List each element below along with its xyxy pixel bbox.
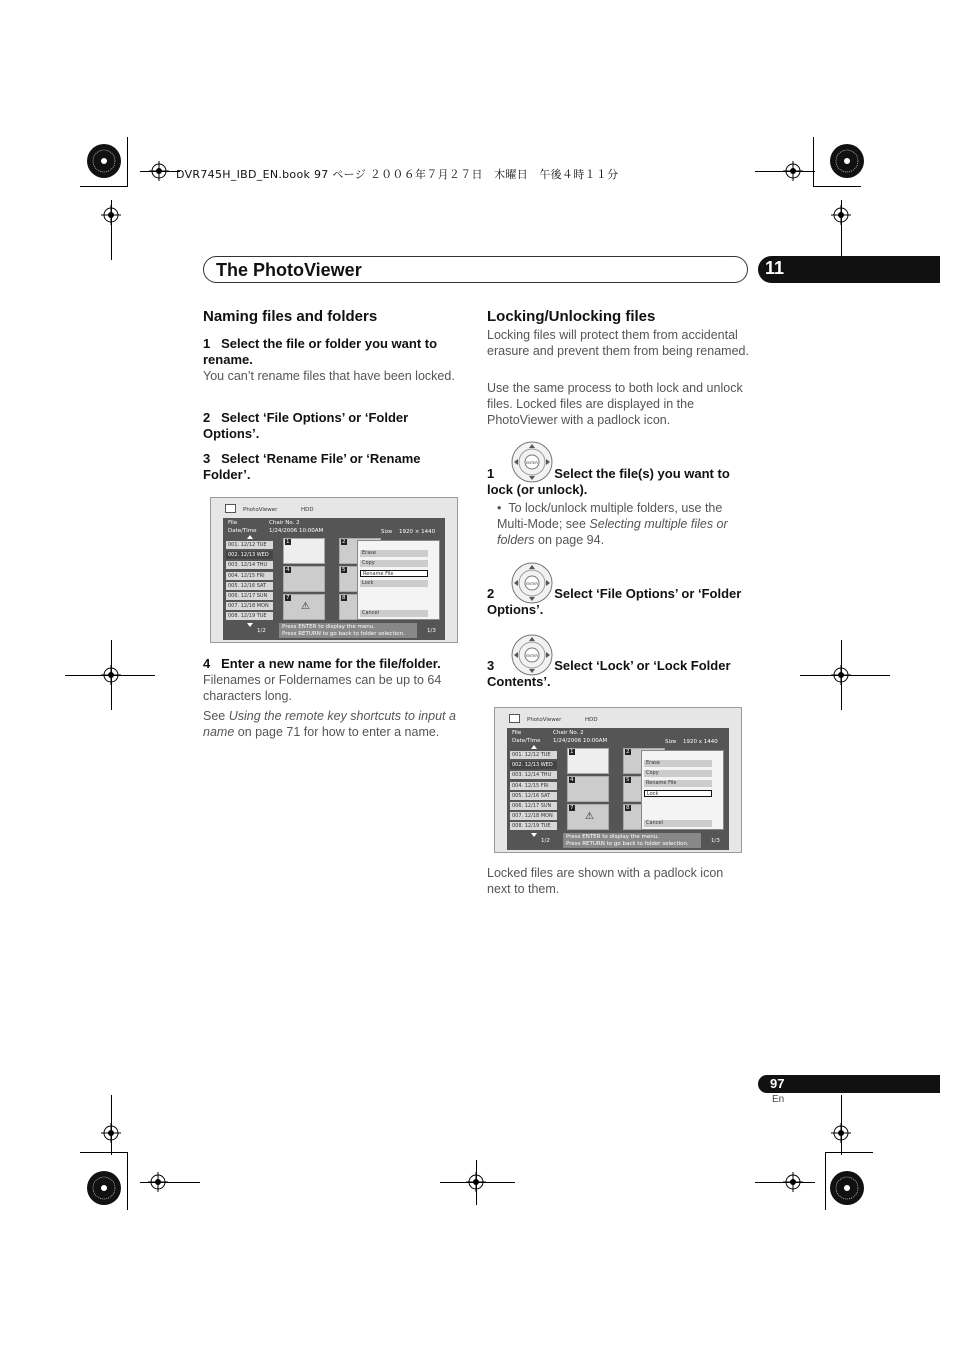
menu-item: Rename File [644, 780, 712, 787]
right-bullet: • To lock/unlock multiple folders, use the Multi-Mode; see Selecting multiple files or folders on page 94. [497, 501, 728, 547]
right-intro-2: Use the same process to both lock and unlock files. Locked files are displayed in the PhotoViewer with a padlock icon. [487, 381, 743, 427]
step-text: Select the file(s) you want to lock (or unlock). [487, 466, 730, 497]
file-list-item: 001. 12/12 TUE [510, 751, 557, 759]
photoviewer-screenshot-lock [494, 707, 742, 853]
file-label: File [512, 730, 522, 736]
registration-wheel-icon [86, 1170, 122, 1206]
step-number: 3 [203, 451, 211, 466]
help-line-1: Press ENTER to display the menu. [566, 834, 660, 840]
file-list-item: 008. 12/19 TUE [226, 612, 273, 620]
registration-wheel-icon [86, 143, 122, 179]
crosshair-icon [101, 1123, 121, 1143]
thumb-number: 7 [286, 595, 290, 601]
source-label: HDD [585, 717, 598, 723]
step-text: Select ‘Lock’ or ‘Lock Folder Contents’. [487, 658, 731, 689]
registration-wheel-icon [829, 143, 865, 179]
thumb-number: 5 [342, 567, 346, 573]
file-list-item: 001. 12/12 TUE [226, 541, 273, 549]
file-list-item: 004. 12/15 FRI [510, 782, 557, 790]
menu-item: Rename File [360, 570, 428, 577]
menu-item: Lock [360, 580, 428, 587]
help-line-2: Press RETURN to go back to folder selection. [566, 841, 689, 847]
crosshair-icon [148, 1172, 168, 1192]
scroll-up-icon [531, 745, 537, 749]
left-step-1 [203, 336, 465, 368]
menu-item: Lock [644, 790, 712, 797]
crosshair-icon [783, 161, 803, 181]
file-list-item: 004. 12/15 FRI [226, 572, 273, 580]
folder-icon [509, 714, 520, 723]
app-title: PhotoViewer [243, 507, 278, 513]
crosshair-icon [831, 665, 851, 685]
chapter-tab [758, 256, 940, 283]
thumb-number: 5 [626, 777, 630, 783]
file-list-item: 006. 12/17 SUN [510, 802, 557, 810]
bullet-suffix: on page 94. [534, 533, 605, 547]
step-number: 1 [203, 336, 211, 351]
step-number: 4 [203, 656, 211, 671]
file-label: File [228, 520, 238, 526]
file-list-item: 002. 12/13 WED [510, 761, 557, 769]
crosshair-icon [149, 161, 169, 181]
crosshair-icon [831, 1123, 851, 1143]
date-label: Date/Time [228, 528, 257, 534]
file-list-item: 006. 12/17 SUN [226, 592, 273, 600]
registration-wheel-icon [829, 1170, 865, 1206]
right-heading: Locking/Unlocking files [487, 308, 656, 325]
see-suffix: on page 71 for how to enter a name. [234, 725, 440, 739]
step-number: 3 [487, 658, 495, 673]
size-label: Size [665, 739, 677, 745]
step-text: Enter a new name for the file/folder. [221, 656, 441, 671]
crosshair-icon [783, 1172, 803, 1192]
svg-text:ENTER: ENTER [526, 461, 538, 465]
section-title: The PhotoViewer [216, 260, 362, 280]
file-value: Chair No. 2 [269, 520, 300, 526]
step-number: 2 [203, 410, 211, 425]
left-step-4-note: Filenames or Foldernames can be up to 64 characters long. [203, 673, 442, 703]
menu-item: Copy [360, 560, 428, 567]
date-value: 1/24/2006 10:00AM [553, 738, 608, 744]
step-text: Select ‘Rename File’ or ‘Rename Folder’. [203, 451, 421, 482]
page-number: 97 [770, 1076, 785, 1091]
svg-text:ENTER: ENTER [526, 654, 538, 658]
thumb-page: 1/3 [427, 628, 436, 634]
size-value: 1920 x 1440 [683, 739, 718, 745]
see-link-title: Using the remote key shortcuts to input a name [203, 709, 456, 739]
right-caption: Locked files are shown with a padlock icon next to them. [487, 866, 724, 896]
warning-icon: ⚠ [301, 601, 310, 612]
print-file-header: DVR745H_IBD_EN.book 97 ページ ２００６年７月２７日 木曜日 午後４時１１分 [176, 168, 619, 181]
left-step-3 [203, 451, 465, 483]
thumb-number: 8 [626, 805, 630, 811]
thumb-number: 2 [626, 749, 630, 755]
right-intro-1: Locking files will protect them from accidental erasure and prevent them from being renamed. [487, 328, 749, 358]
file-value: Chair No. 2 [553, 730, 584, 736]
left-step-2 [203, 410, 465, 442]
scroll-up-icon [247, 535, 253, 539]
thumb-number: 4 [286, 567, 290, 573]
size-value: 1920 × 1440 [399, 529, 436, 535]
section-title-bar [203, 256, 748, 283]
step-text: Select ‘File Options’ or ‘Folder Options’. [487, 586, 742, 617]
left-see-reference [203, 708, 468, 740]
bullet-prefix: To lock/unlock multiple folders, use the Multi-Mode; see [497, 501, 723, 531]
thumb-number: 8 [342, 595, 346, 601]
menu-item: Cancel [644, 820, 712, 827]
file-list-item: 005. 12/16 SAT [226, 582, 273, 590]
thumb-number: 1 [570, 749, 574, 755]
file-list-item: 003. 12/14 THU [510, 771, 557, 779]
thumb-number: 4 [570, 777, 574, 783]
left-heading: Naming files and folders [203, 308, 378, 325]
chapter-number: 11 [765, 258, 785, 278]
step-text: Select the file or folder you want to rename. [203, 336, 438, 367]
step-number: 2 [487, 586, 495, 601]
file-list-item: 005. 12/16 SAT [510, 792, 557, 800]
bullet-link-title: Selecting multiple files or folders [497, 517, 728, 547]
crosshair-icon [101, 205, 121, 225]
scroll-down-icon [531, 833, 537, 837]
folder-icon [225, 504, 236, 513]
menu-item: Copy [644, 770, 712, 777]
crosshair-icon [831, 205, 851, 225]
file-list-item: 008. 12/19 TUE [510, 822, 557, 830]
file-list-item: 003. 12/14 THU [226, 561, 273, 569]
help-line-2: Press RETURN to go back to folder selection. [282, 631, 405, 637]
file-list-item: 002. 12/13 WED [226, 551, 273, 559]
step-number: 1 [487, 466, 495, 481]
scroll-down-icon [247, 623, 253, 627]
right-step-3 [487, 658, 749, 690]
language-label: En [772, 1094, 785, 1105]
help-line-1: Press ENTER to display the menu. [282, 624, 376, 630]
folder-page: 1/2 [257, 628, 266, 634]
see-prefix: See [203, 709, 229, 723]
menu-item: Erase [644, 760, 712, 767]
right-step-1 [487, 466, 749, 498]
menu-item: Cancel [360, 610, 428, 617]
date-label: Date/Time [512, 738, 541, 744]
thumb-page: 1/3 [711, 838, 720, 844]
page-number-tab [758, 1075, 940, 1093]
thumb-number: 2 [342, 539, 346, 545]
thumb-number: 1 [286, 539, 290, 545]
folder-page: 1/2 [541, 838, 550, 844]
app-title: PhotoViewer [527, 717, 562, 723]
step-text: Select ‘File Options’ or ‘Folder Options’. [203, 410, 409, 441]
date-value: 1/24/2006 10:00AM [269, 528, 324, 534]
left-step-4 [203, 656, 468, 672]
size-label: Size [381, 529, 393, 535]
svg-text:ENTER: ENTER [526, 582, 538, 586]
source-label: HDD [301, 507, 314, 513]
crosshair-icon [101, 665, 121, 685]
crosshair-icon [466, 1172, 486, 1192]
menu-item: Erase [360, 550, 428, 557]
left-step-1-note: You can’t rename files that have been locked. [203, 369, 455, 383]
file-list-item: 007. 12/18 MON [226, 602, 273, 610]
warning-icon: ⚠ [585, 811, 594, 822]
right-step-2 [487, 586, 749, 618]
photoviewer-screenshot-rename [210, 497, 458, 643]
thumb-number: 7 [570, 805, 574, 811]
file-list-item: 007. 12/18 MON [510, 812, 557, 820]
